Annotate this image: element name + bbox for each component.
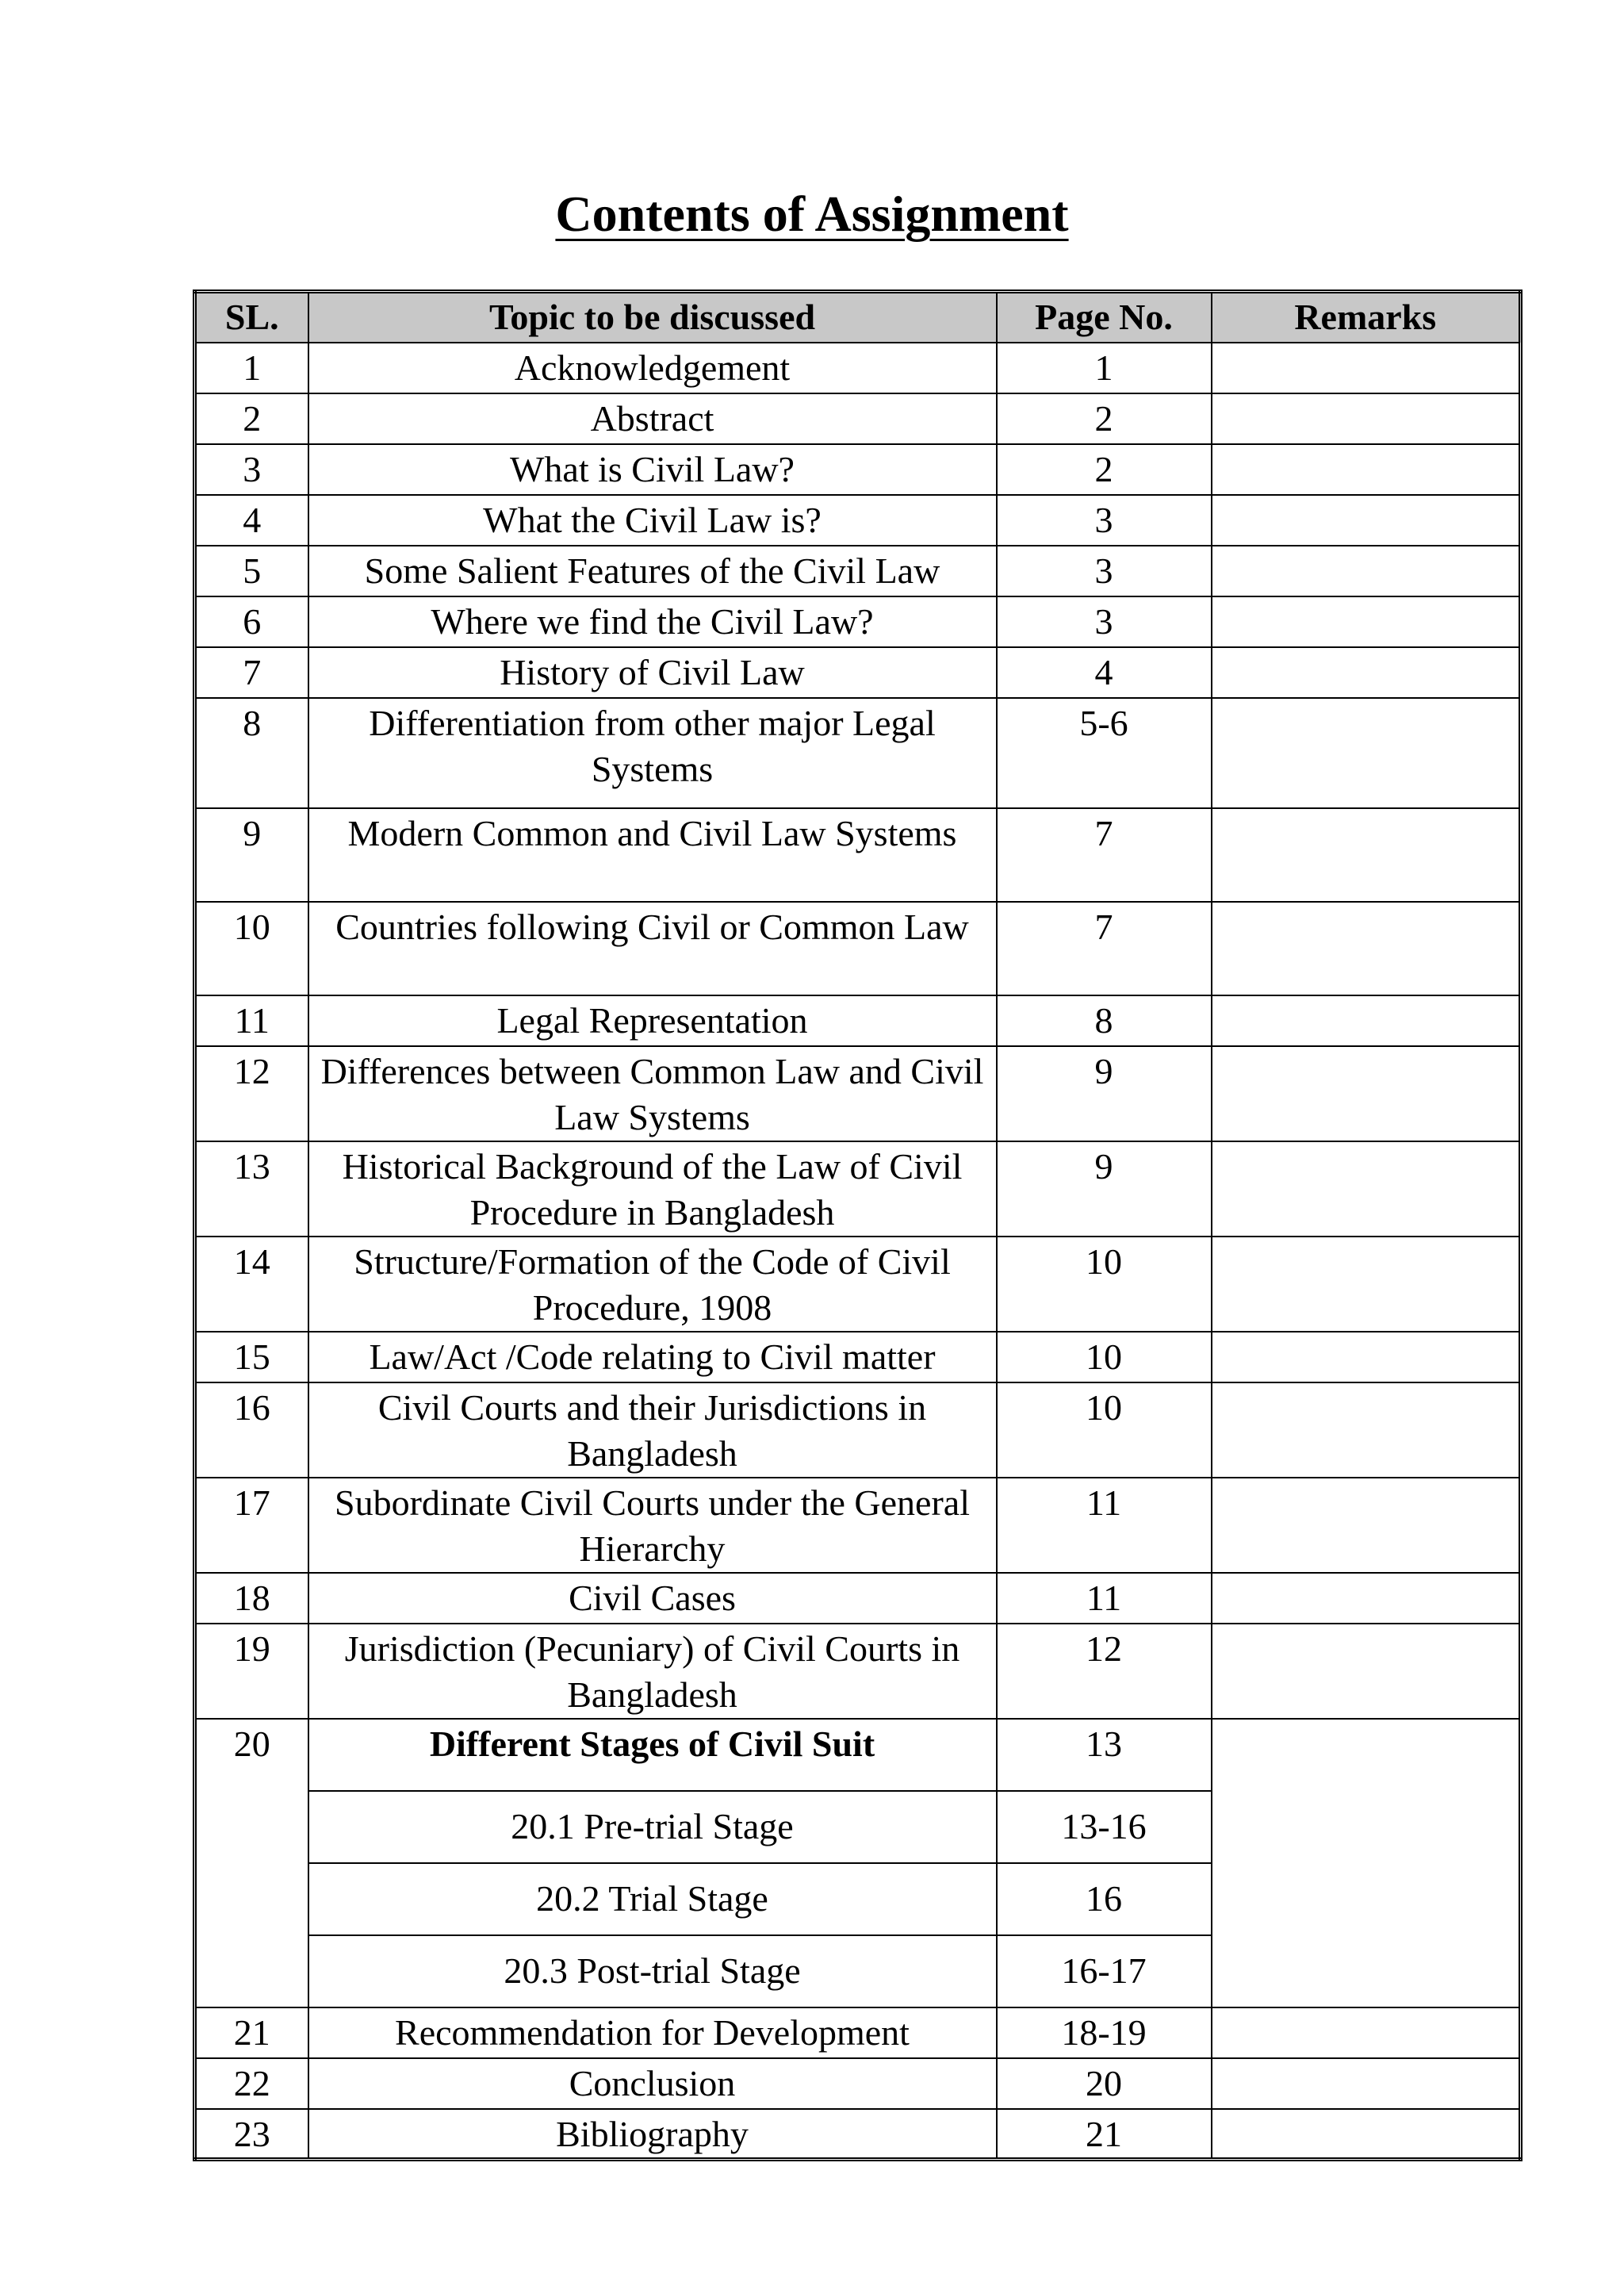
table-header-row	[195, 292, 1521, 343]
table-row	[195, 1237, 1521, 1332]
row-page: 2	[997, 444, 1212, 495]
row-page: 3	[997, 596, 1212, 647]
row-topic: Structure/Formation of the Code of Civil Procedure, 1908	[308, 1237, 997, 1332]
table-row	[195, 1624, 1521, 1719]
row-sl: 4	[195, 495, 308, 546]
row-topic: Where we find the Civil Law?	[308, 596, 997, 647]
row-sl: 22	[195, 2058, 308, 2109]
subrow-topic: 20.3 Post-trial Stage	[308, 1935, 997, 2007]
subrow-topic: 20.1 Pre-trial Stage	[308, 1791, 997, 1863]
row-remarks	[1212, 1719, 1521, 2007]
row-topic: Countries following Civil or Common Law	[308, 902, 997, 995]
row-topic: Civil Cases	[308, 1573, 997, 1624]
row-remarks	[1212, 2007, 1521, 2058]
row-remarks	[1212, 2109, 1521, 2160]
table-body	[195, 343, 1521, 2160]
row-remarks	[1212, 444, 1521, 495]
row-page: 12	[997, 1624, 1212, 1719]
row-page: 10	[997, 1332, 1212, 1382]
row-sl: 6	[195, 596, 308, 647]
row-sl: 8	[195, 698, 308, 808]
row-remarks	[1212, 546, 1521, 596]
row-page: 5-6	[997, 698, 1212, 808]
subrow-page: 16-17	[997, 1935, 1212, 2007]
row-remarks	[1212, 1478, 1521, 1573]
row-topic: Conclusion	[308, 2058, 997, 2109]
row-topic: Differentiation from other major Legal Systems	[308, 698, 997, 808]
row-remarks	[1212, 647, 1521, 698]
table-row	[195, 393, 1521, 444]
row-remarks	[1212, 393, 1521, 444]
contents-table	[193, 290, 1522, 2161]
row-sl: 9	[195, 808, 308, 902]
table-row	[195, 808, 1521, 902]
row-topic: Historical Background of the Law of Civil Procedure in Bangladesh	[308, 1141, 997, 1237]
row-sl: 7	[195, 647, 308, 698]
row-topic: Jurisdiction (Pecuniary) of Civil Courts in Bangladesh	[308, 1624, 997, 1719]
table-row	[195, 2007, 1521, 2058]
row-sl: 3	[195, 444, 308, 495]
row-topic: Law/Act /Code relating to Civil matter	[308, 1332, 997, 1382]
row-topic: Acknowledgement	[308, 343, 997, 393]
row-page: 4	[997, 647, 1212, 698]
table-row	[195, 596, 1521, 647]
table-row	[195, 1382, 1521, 1478]
subrow-page: 13-16	[997, 1791, 1212, 1863]
row-topic: Civil Courts and their Jurisdictions in Bangladesh	[308, 1382, 997, 1478]
row-page: 10	[997, 1382, 1212, 1478]
row-topic: History of Civil Law	[308, 647, 997, 698]
row-remarks	[1212, 1237, 1521, 1332]
table-row	[195, 995, 1521, 1046]
row-topic: Some Salient Features of the Civil Law	[308, 546, 997, 596]
row-page: 21	[997, 2109, 1212, 2160]
row-sl: 20	[195, 1719, 308, 2007]
subrow-topic: 20.2 Trial Stage	[308, 1863, 997, 1935]
row-remarks	[1212, 1332, 1521, 1382]
row-sl: 10	[195, 902, 308, 995]
row-sl: 21	[195, 2007, 308, 2058]
row-sl: 1	[195, 343, 308, 393]
row-topic: Differences between Common Law and Civil Law Systems	[308, 1046, 997, 1141]
table-row	[195, 698, 1521, 808]
row-page: 20	[997, 2058, 1212, 2109]
row-remarks	[1212, 1141, 1521, 1237]
table-row	[195, 1332, 1521, 1382]
row-page: 3	[997, 546, 1212, 596]
row-remarks	[1212, 1624, 1521, 1719]
table-row	[195, 2109, 1521, 2160]
row-topic: What is Civil Law?	[308, 444, 997, 495]
page-title: Contents of Assignment	[555, 186, 1069, 242]
row-sl: 13	[195, 1141, 308, 1237]
table-row	[195, 444, 1521, 495]
table-row	[195, 1141, 1521, 1237]
row-sl: 12	[195, 1046, 308, 1141]
row-page: 10	[997, 1237, 1212, 1332]
row-topic: What the Civil Law is?	[308, 495, 997, 546]
row-remarks	[1212, 1382, 1521, 1478]
table-row	[195, 495, 1521, 546]
row-topic: Legal Representation	[308, 995, 997, 1046]
row-sl: 19	[195, 1624, 308, 1719]
row-remarks	[1212, 343, 1521, 393]
row-remarks	[1212, 808, 1521, 902]
row-remarks	[1212, 596, 1521, 647]
row-sl: 5	[195, 546, 308, 596]
row-topic: Modern Common and Civil Law Systems	[308, 808, 997, 902]
subrow-page: 16	[997, 1863, 1212, 1935]
row-remarks	[1212, 495, 1521, 546]
header-topic: Topic to be discussed	[308, 292, 997, 343]
row-page: 3	[997, 495, 1212, 546]
row-remarks	[1212, 1573, 1521, 1624]
table-row	[195, 2058, 1521, 2109]
row-sl: 16	[195, 1382, 308, 1478]
row-topic: Recommendation for Development	[308, 2007, 997, 2058]
row-page: 7	[997, 902, 1212, 995]
row-page: 11	[997, 1478, 1212, 1573]
row-page: 8	[997, 995, 1212, 1046]
row-page: 9	[997, 1141, 1212, 1237]
row-topic: Abstract	[308, 393, 997, 444]
header-remarks: Remarks	[1212, 292, 1521, 343]
table-row	[195, 647, 1521, 698]
row-page: 9	[997, 1046, 1212, 1141]
table-row	[195, 1573, 1521, 1624]
row-sl: 18	[195, 1573, 308, 1624]
row-remarks	[1212, 1046, 1521, 1141]
table-row	[195, 902, 1521, 995]
table-row	[195, 343, 1521, 393]
table-row	[195, 1046, 1521, 1141]
row-topic: Subordinate Civil Courts under the General Hierarchy	[308, 1478, 997, 1573]
row-page: 18-19	[997, 2007, 1212, 2058]
row-page: 2	[997, 393, 1212, 444]
row-remarks	[1212, 902, 1521, 995]
row-topic: Different Stages of Civil Suit	[308, 1719, 997, 1791]
row-page: 7	[997, 808, 1212, 902]
row-sl: 2	[195, 393, 308, 444]
row-topic: Bibliography	[308, 2109, 997, 2160]
table-row	[195, 546, 1521, 596]
header-page: Page No.	[997, 292, 1212, 343]
row-sl: 15	[195, 1332, 308, 1382]
row-remarks	[1212, 698, 1521, 808]
row-page: 1	[997, 343, 1212, 393]
header-sl: SL.	[195, 292, 308, 343]
row-page: 11	[997, 1573, 1212, 1624]
row-sl: 17	[195, 1478, 308, 1573]
table-row	[195, 1719, 1521, 1791]
row-remarks	[1212, 2058, 1521, 2109]
row-sl: 23	[195, 2109, 308, 2160]
row-sl: 14	[195, 1237, 308, 1332]
table-row	[195, 1478, 1521, 1573]
row-page: 13	[997, 1719, 1212, 1791]
row-sl: 11	[195, 995, 308, 1046]
row-remarks	[1212, 995, 1521, 1046]
